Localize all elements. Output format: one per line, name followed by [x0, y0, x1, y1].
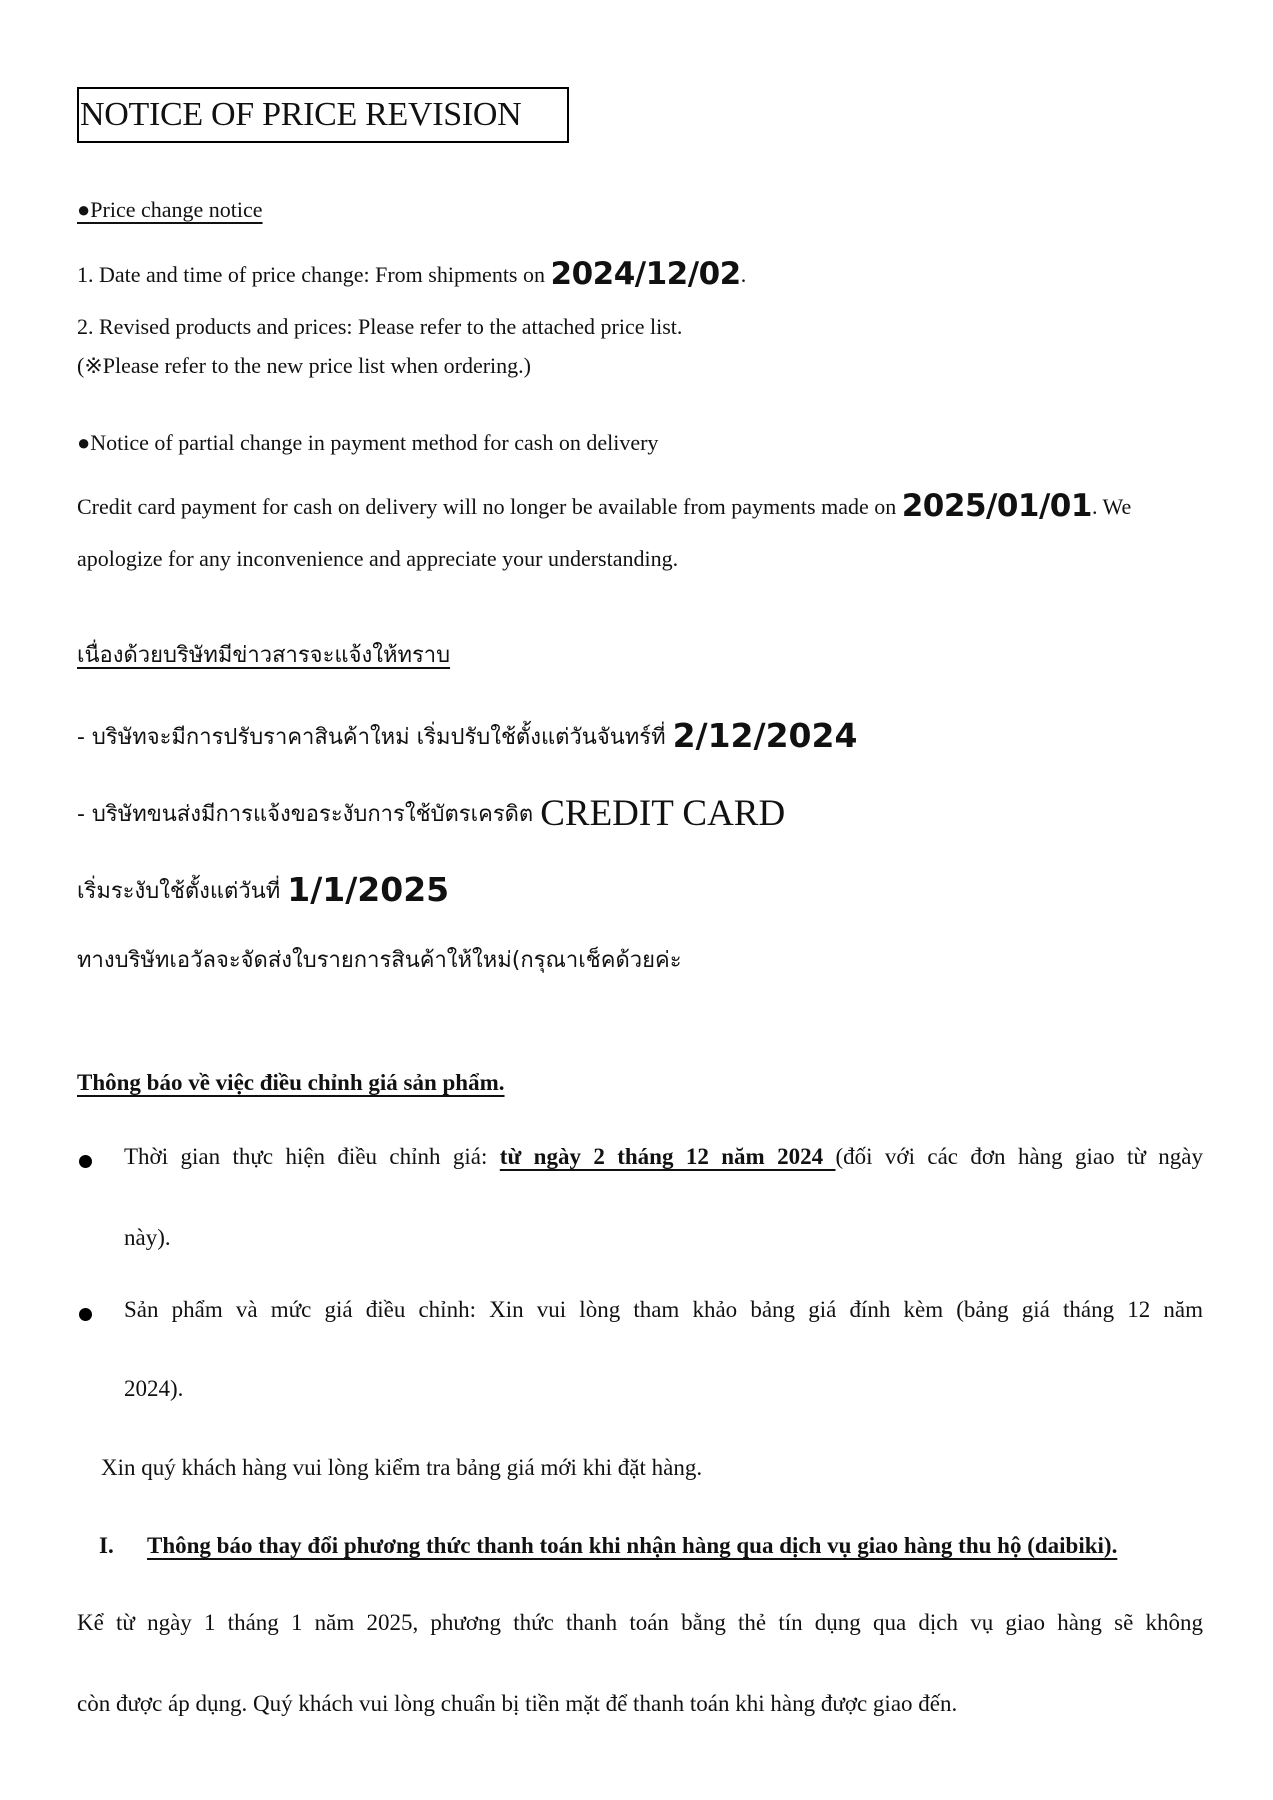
- payment-change-paragraph-line1: [77, 488, 1131, 525]
- vietnamese-heading: Thông báo về việc điều chỉnh giá sản phẩm.: [77, 1070, 505, 1095]
- thai-credit-card-label: CREDIT CARD: [540, 793, 786, 834]
- thai-heading: เนื่องด้วยบริษัทมีข่าวสารจะแจ้งให้ทราบ: [77, 643, 451, 668]
- vietnamese-section-number: I.: [99, 1533, 114, 1558]
- vietnamese-note: Xin quý khách hàng vui lòng kiểm tra bảng giá mới khi đặt hàng.: [101, 1455, 703, 1480]
- vietnamese-bullet2-line2: 2024).: [124, 1376, 184, 1401]
- thai-suspend-text: เริ่มระงับใช้ตั้งแต่วันที่: [77, 879, 288, 904]
- thai-price-change-date: 2/12/2024: [672, 716, 858, 755]
- item-date-of-change: [77, 256, 746, 293]
- payment-change-paragraph-line2: apologize for any inconvenience and appreciate your understanding.: [77, 546, 679, 571]
- bullet-icon: [79, 1155, 92, 1168]
- thai-line-suspend-date: [77, 870, 449, 910]
- item-date-label: 1. Date and time of price change: From shipments on: [77, 262, 551, 287]
- payment-change-text-end: . We: [1091, 494, 1132, 519]
- vietnamese-payment-paragraph-line2: còn được áp dụng. Quý khách vui lòng chuẩn bị tiền mặt để thanh toán khi hàng được giao đến.: [77, 1691, 958, 1716]
- item-revised-products-note: (※Please refer to the new price list when ordering.): [77, 353, 531, 378]
- thai-line-new-list: ทางบริษัทเอวัลจะจัดส่งใบรายการสินค้าให้ใหม่(กรุณาเช็คด้วยค่ะ: [77, 948, 682, 973]
- vietnamese-bullet1-suffix: (đối với các đơn hàng giao từ ngày: [835, 1144, 1203, 1169]
- thai-suspend-date: 1/1/2025: [287, 870, 450, 909]
- item-revised-products: 2. Revised products and prices: Please refer to the attached price list.: [77, 314, 683, 339]
- vietnamese-bullet1-text: Thời gian thực hiện điều chỉnh giá:: [124, 1144, 500, 1169]
- vietnamese-bullet1-line2: này).: [124, 1225, 171, 1250]
- payment-change-heading: ●Notice of partial change in payment method for cash on delivery: [77, 430, 659, 455]
- thai-credit-card-text: - บริษัทขนส่งมีการแจ้งขอระงับการใช้บัตรเครดิต: [77, 802, 541, 827]
- bullet-icon: [79, 1308, 92, 1321]
- page-title: NOTICE OF PRICE REVISION: [77, 87, 569, 143]
- thai-line-price-change: [77, 716, 857, 756]
- thai-line-credit-card: [77, 792, 785, 836]
- vietnamese-bullet1-date: từ ngày 2 tháng 12 năm 2024: [499, 1144, 836, 1169]
- vietnamese-section-heading: Thông báo thay đổi phương thức thanh toán khi nhận hàng qua dịch vụ giao hàng thu hộ (daibiki).: [147, 1533, 1118, 1558]
- vietnamese-bullet1-line1: [124, 1144, 1203, 1170]
- vietnamese-bullet2-line1: Sản phẩm và mức giá điều chỉnh: Xin vui lòng tham khảo bảng giá đính kèm (bảng giá tháng 12 năm: [124, 1297, 1203, 1322]
- payment-change-date: 2025/01/01: [901, 488, 1092, 524]
- payment-change-text: Credit card payment for cash on delivery will no longer be available from payments made on: [77, 494, 902, 519]
- item-date-suffix: .: [740, 262, 747, 287]
- price-change-heading: ●Price change notice: [77, 197, 263, 222]
- thai-price-change-text: - บริษัทจะมีการปรับราคาสินค้าใหม่ เริ่มปรับใช้ตั้งแต่วันจันทร์ที่: [77, 725, 673, 750]
- item-date-value: 2024/12/02: [550, 256, 741, 292]
- vietnamese-payment-paragraph-line1: Kể từ ngày 1 tháng 1 năm 2025, phương thức thanh toán bằng thẻ tín dụng qua dịch vụ giao hàng sẽ không: [77, 1610, 1203, 1635]
